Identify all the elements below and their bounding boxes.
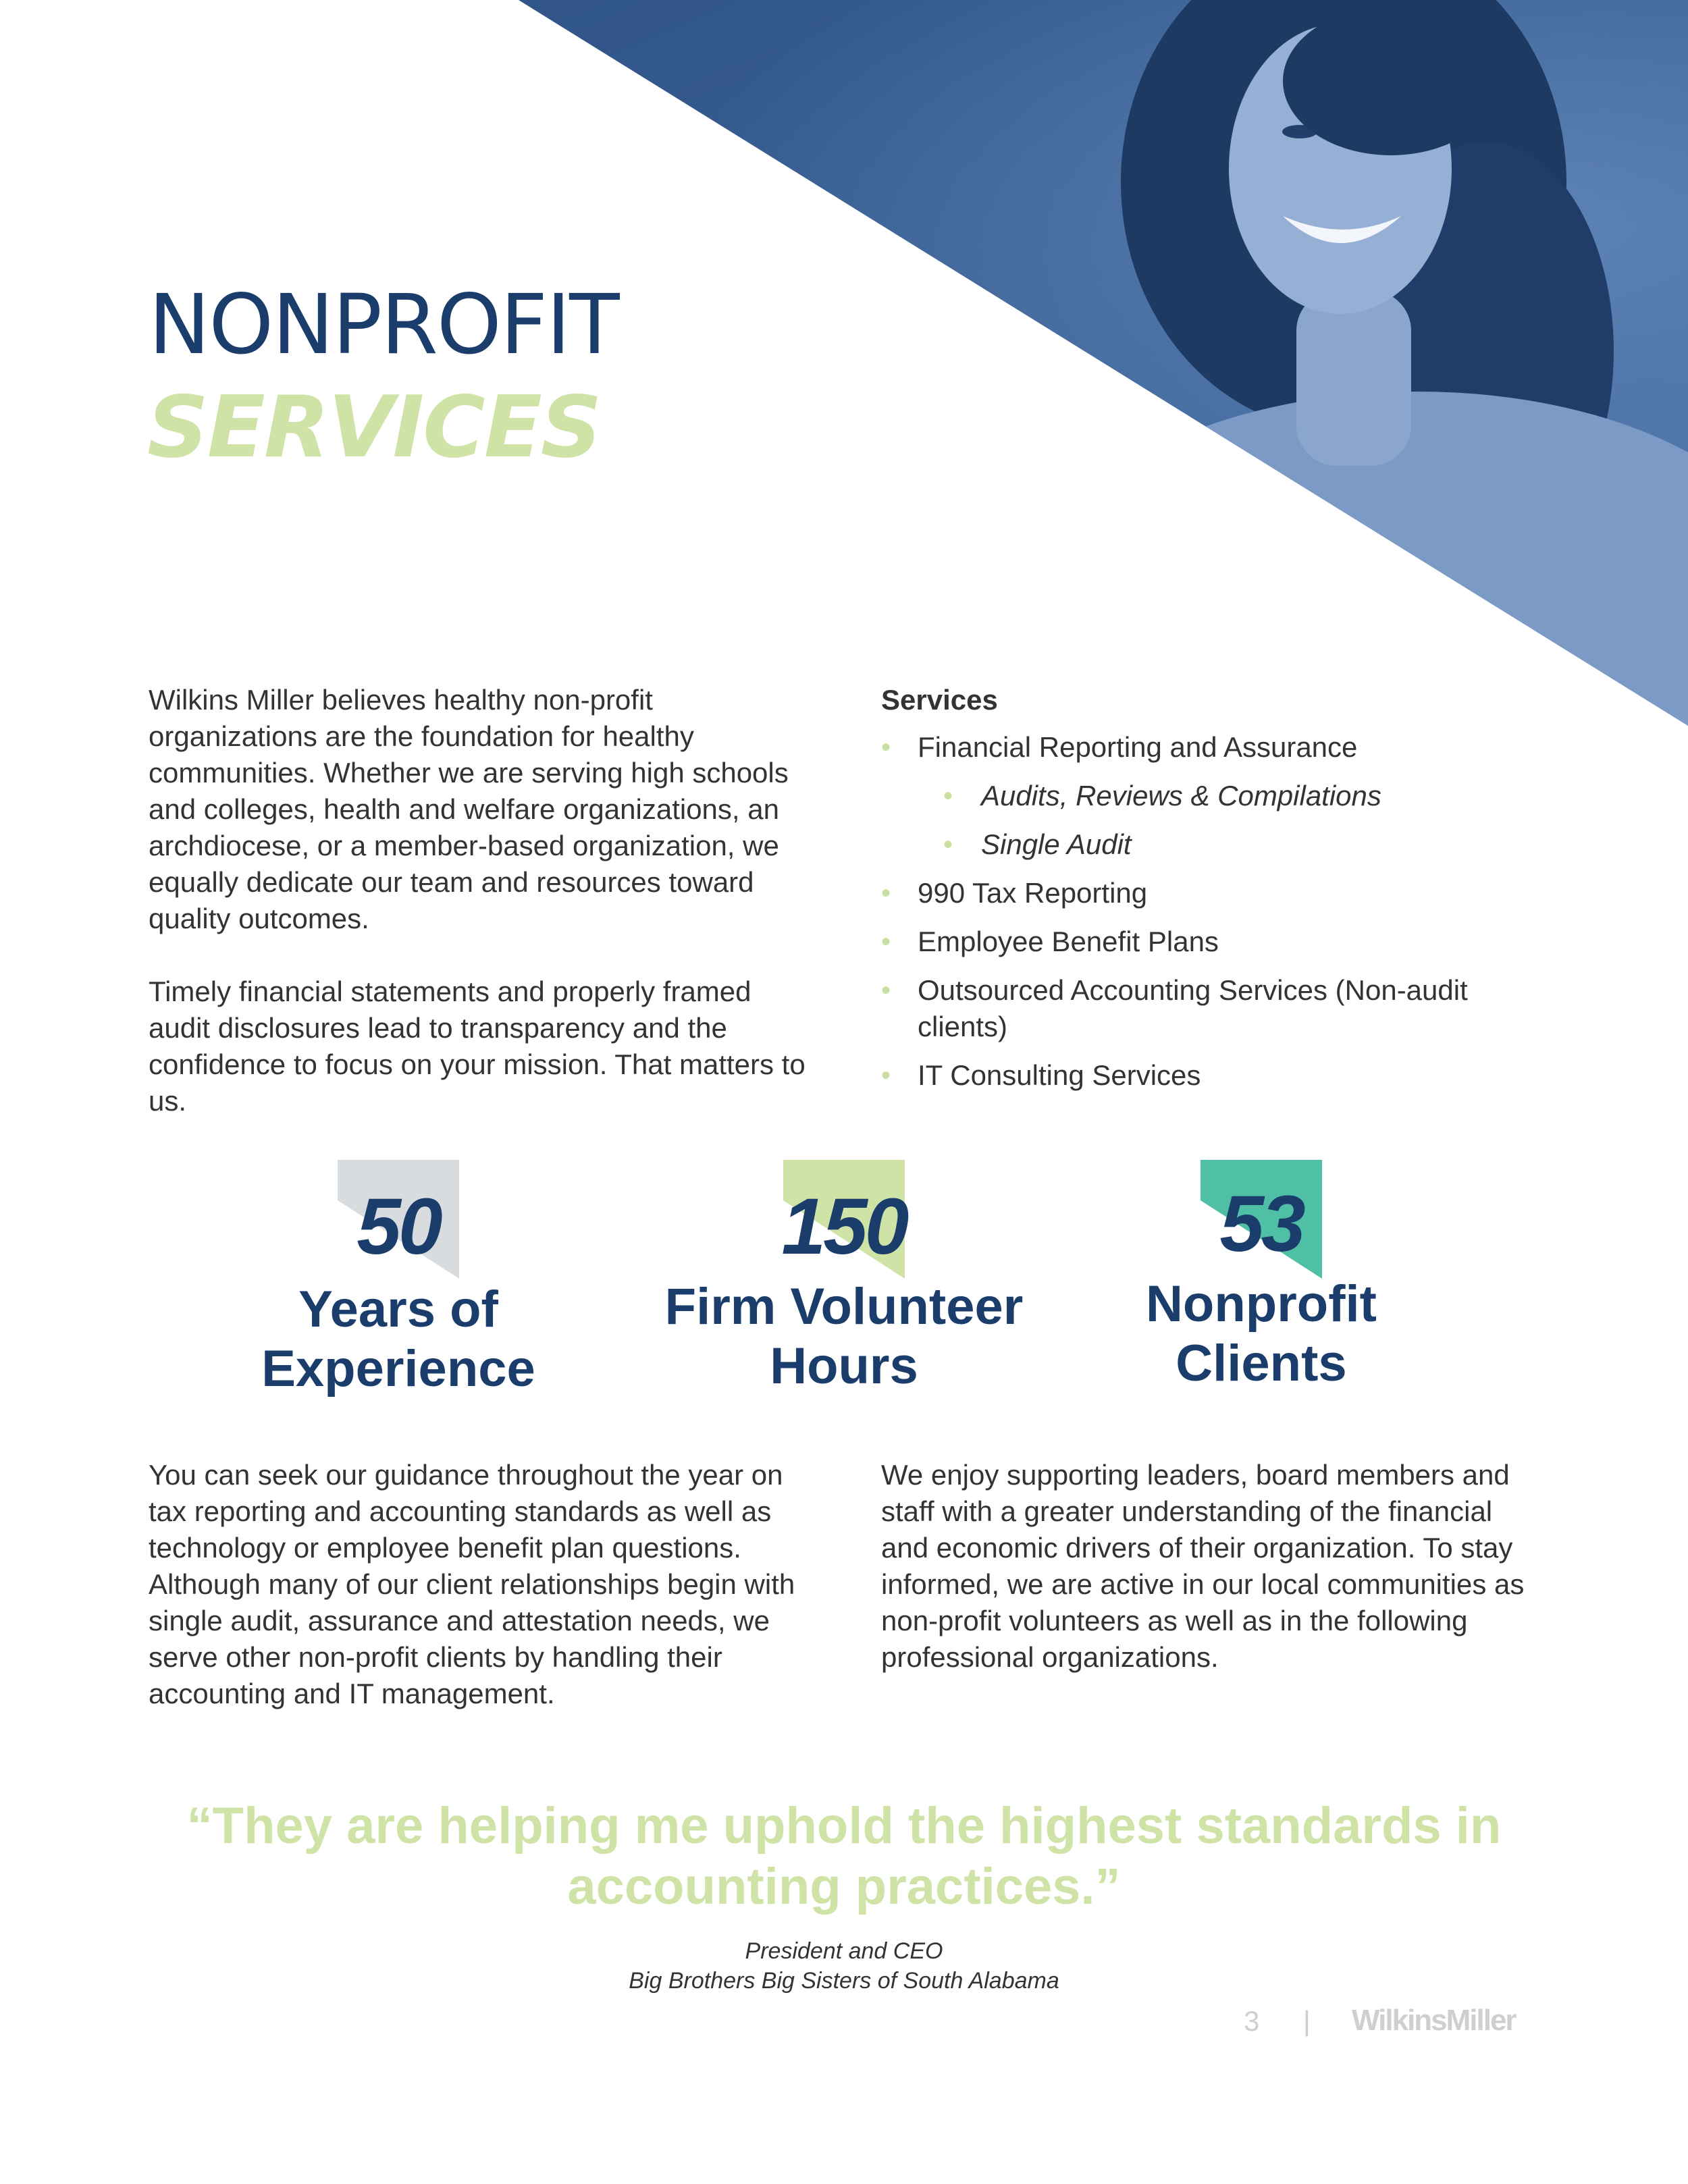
bullet-icon: • — [881, 733, 891, 762]
page-title-line1: NONPROFIT — [149, 277, 618, 373]
service-subitem: • Audits, Reviews & Compilations — [881, 778, 1556, 814]
testimonial-organization: Big Brothers Big Sisters of South Alabama — [629, 1968, 1059, 1994]
bullet-icon: • — [881, 976, 891, 1005]
stat-label: Nonprofit Clients — [1146, 1275, 1377, 1392]
stat-number: 150 — [781, 1182, 907, 1271]
service-item: • Financial Reporting and Assurance — [881, 729, 1556, 766]
service-subitem: • Single Audit — [881, 826, 1556, 863]
bullet-icon: • — [943, 830, 953, 859]
bullet-icon: • — [943, 781, 953, 811]
testimonial-quote: “They are helping me uphold the highest standards in accounting practices.” — [186, 1797, 1502, 1915]
details-right-paragraph: We enjoy supporting leaders, board members and staff with a greater understanding of the financial and economic drivers of their organization. To stay informed, we are active in our local communities as non-profit volunteers as well as in the following professional organizations. — [881, 1459, 1525, 1673]
stat-volunteer-hours — [664, 1160, 1024, 1403]
services-list — [881, 729, 1556, 1094]
testimonial-attribution — [473, 1936, 1215, 1996]
testimonial-role: President and CEO — [745, 1938, 943, 1964]
intro-paragraph-2: Timely financial statements and properly framed audit disclosures lead to transparency and the confidence to focus on your mission. That matters to us. — [149, 976, 806, 1117]
page-title-line2: SERVICES — [147, 377, 601, 477]
intro-paragraph-1: Wilkins Miller believes healthy non-profit organizations are the foundation for healthy communities. Whether we are serving high schools and colleges, health and welfare organizations, an archdiocese, or a member-based organization, we equally dedicate our team and resources toward quality outcomes. — [149, 684, 789, 934]
page-footer — [1229, 2005, 1546, 2039]
stat-number: 50 — [357, 1182, 440, 1271]
stat-label: Years of Experience — [261, 1281, 535, 1397]
stat-label: Firm Volunteer Hours — [664, 1278, 1024, 1395]
details-left-paragraph: You can seek our guidance throughout the year on tax reporting and accounting standards as well as technology or employee benefit plan questions. Although many of our client relationships begin with single audit, assurance and attestation needs, we serve other non-profit clients by handling their accounting and IT management. — [149, 1459, 795, 1709]
bullet-icon: • — [881, 1061, 891, 1090]
brand-logo: WilkinsMiller — [1352, 2004, 1516, 2037]
service-item: • 990 Tax Reporting — [881, 875, 1556, 911]
stat-number: 53 — [1219, 1179, 1303, 1269]
stat-years — [223, 1160, 574, 1403]
service-item: • IT Consulting Services — [881, 1057, 1556, 1094]
page-number: 3 — [1244, 2005, 1260, 2037]
service-item: • Employee Benefit Plans — [881, 924, 1556, 960]
services-heading: Services — [881, 684, 998, 716]
services-section — [881, 682, 1556, 1106]
stat-clients — [1086, 1160, 1437, 1403]
bullet-icon: • — [881, 927, 891, 957]
footer-separator: | — [1303, 2005, 1311, 2037]
service-item: • Outsourced Accounting Services (Non-audit clients) — [881, 972, 1556, 1045]
bullet-icon: • — [881, 878, 891, 908]
